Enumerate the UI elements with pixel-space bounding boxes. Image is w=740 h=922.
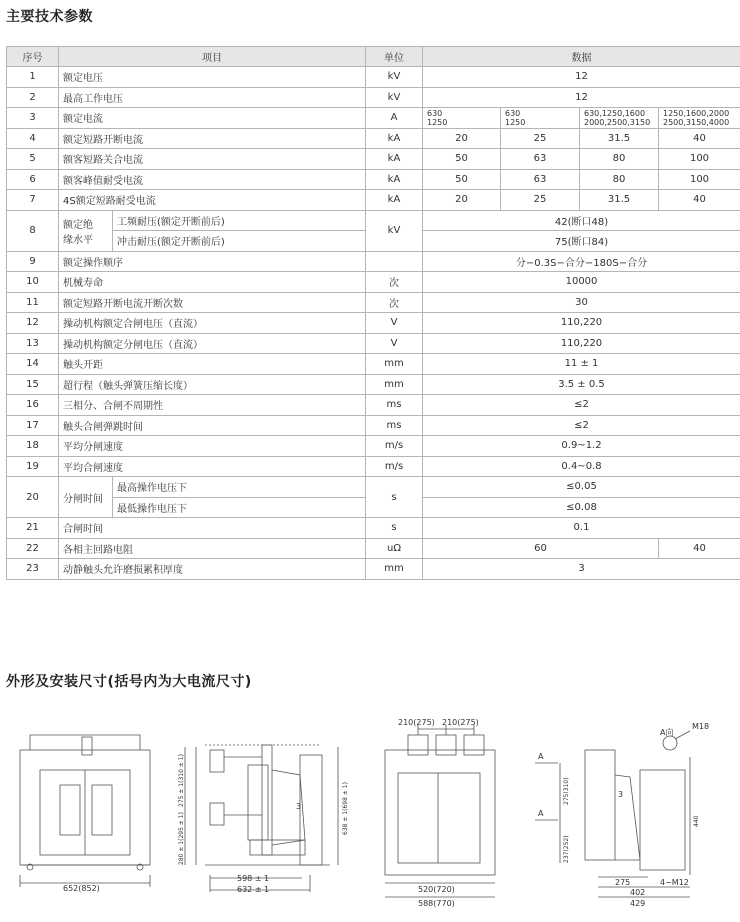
dim-d10: 588(770) (418, 899, 455, 908)
cell-item: 操动机构额定合闸电压（直流） (59, 313, 366, 334)
cell-subitem: 最低操作电压下 (113, 497, 366, 518)
cell-seq: 21 (7, 518, 59, 539)
front-view-drawing (20, 735, 150, 887)
table-row (7, 477, 740, 498)
cell-seq: 17 (7, 415, 59, 436)
cell-value: 60 (423, 538, 659, 559)
cell-item: 平均合闸速度 (59, 456, 366, 477)
dir-a-view: A向 (660, 728, 674, 737)
cell-item: 额客短路关合电流 (59, 149, 366, 170)
cell-seq: 12 (7, 313, 59, 334)
cell-seq: 5 (7, 149, 59, 170)
cell-value: ≤2 (423, 395, 740, 416)
cell-unit: ms (366, 395, 423, 416)
dim-d7: 210(275) (398, 718, 435, 727)
cell-unit: s (366, 518, 423, 539)
table-row (7, 190, 740, 211)
cell-value: ≤0.08 (423, 497, 740, 518)
cell-unit: m/s (366, 456, 423, 477)
cell-value: 40 (659, 190, 740, 211)
cell-item: 额定操作顺序 (59, 251, 366, 272)
cell-value: 75(断口84) (423, 231, 740, 252)
cell-item: 操动机构额定分闸电压（直流） (59, 333, 366, 354)
table-row (7, 128, 740, 149)
cell-seq: 6 (7, 169, 59, 190)
label-3a: 3 (618, 790, 624, 799)
cell-item: 各相主回路电阻 (59, 538, 366, 559)
cell-value: 25 (501, 190, 580, 211)
table-row (7, 313, 740, 334)
header-unit: 单位 (366, 47, 423, 67)
table-row (7, 559, 740, 580)
spec-table (6, 46, 740, 580)
table-row (7, 251, 740, 272)
cell-value: 12 (423, 67, 740, 88)
cell-seq: 20 (7, 477, 59, 518)
dir-a-2: A (538, 809, 544, 818)
cell-item: 额定绝 缘水平 (59, 210, 113, 251)
cell-unit: kA (366, 190, 423, 211)
dir-a-1: A (538, 752, 544, 761)
cell-item: 触头合闸弹跳时间 (59, 415, 366, 436)
cell-seq: 1 (7, 67, 59, 88)
cell-value: 63 (501, 169, 580, 190)
cell-seq: 9 (7, 251, 59, 272)
cell-unit: V (366, 333, 423, 354)
cell-value: 63 (501, 149, 580, 170)
dim-d11: 275(310) (563, 777, 570, 805)
cell-unit: 次 (366, 292, 423, 313)
header-data: 数据 (423, 47, 740, 67)
dim-d3: 632 ± 1 (237, 885, 270, 894)
cell-value: 20 (423, 128, 501, 149)
cell-value: 0.9~1.2 (423, 436, 740, 457)
table-row (7, 169, 740, 190)
cell-seq: 2 (7, 87, 59, 108)
dim-d12: 237(252) (563, 835, 570, 863)
cell-item: 额客峰值耐受电流 (59, 169, 366, 190)
cell-value: 630 1250 (423, 108, 501, 129)
cell-value: 1250,1600,2000 2500,3150,4000 (659, 108, 740, 129)
cell-seq: 3 (7, 108, 59, 129)
table-row (7, 456, 740, 477)
cell-unit: mm (366, 374, 423, 395)
dim-d13: 440 (693, 815, 700, 827)
table-row (7, 272, 740, 293)
cell-item: 触头开距 (59, 354, 366, 375)
cell-seq: 15 (7, 374, 59, 395)
dim-d9: 520(720) (418, 885, 455, 894)
table-row (7, 108, 740, 129)
cell-unit: m/s (366, 436, 423, 457)
cell-value: 20 (423, 190, 501, 211)
label-m18: M18 (692, 722, 710, 731)
front-view-poles-drawing (385, 725, 495, 897)
cell-unit: mm (366, 559, 423, 580)
cell-value: ≤2 (423, 415, 740, 436)
cell-value: 25 (501, 128, 580, 149)
cell-value: 100 (659, 149, 740, 170)
cell-unit: s (366, 477, 423, 518)
cell-value: 3.5 ± 0.5 (423, 374, 740, 395)
cell-seq: 22 (7, 538, 59, 559)
cell-value: 10000 (423, 272, 740, 293)
table-row (7, 415, 740, 436)
cell-item: 额定短路开断电流 (59, 128, 366, 149)
cell-subitem: 冲击耐压(额定开断前后) (113, 231, 366, 252)
cell-seq: 10 (7, 272, 59, 293)
side-view-drawing (185, 745, 338, 892)
dim-d15: 402 (630, 888, 646, 897)
table-row (7, 87, 740, 108)
cell-seq: 13 (7, 333, 59, 354)
cell-value: ≤0.05 (423, 477, 740, 498)
table-body (7, 67, 740, 580)
dim-d1: 652(852) (63, 884, 100, 893)
cell-seq: 11 (7, 292, 59, 313)
header-item: 项目 (59, 47, 366, 67)
cell-seq: 23 (7, 559, 59, 580)
cell-value: 630 1250 (501, 108, 580, 129)
cell-value: 12 (423, 87, 740, 108)
cell-value: 31.5 (580, 190, 659, 211)
dimension-drawings (0, 715, 740, 922)
cell-unit: kA (366, 128, 423, 149)
label-3b: 3 (296, 802, 302, 811)
section-title-specs: 主要技术参数 (6, 9, 93, 25)
cell-item: 额定电流 (59, 108, 366, 129)
cell-value: 0.4~0.8 (423, 456, 740, 477)
cell-value: 30 (423, 292, 740, 313)
table-row (7, 333, 740, 354)
dim-d4: 280 ± 1(295 ± 1) (178, 812, 185, 865)
cell-item: 最高工作电压 (59, 87, 366, 108)
dim-d17: 4−M12 (660, 878, 689, 887)
dim-d14: 275 (615, 878, 631, 887)
table-row (7, 354, 740, 375)
cell-subitem: 工频耐压(额定开断前后) (113, 210, 366, 231)
cell-value: 50 (423, 149, 501, 170)
cell-value: 3 (423, 559, 740, 580)
cell-item: 三相分、合闸不周期性 (59, 395, 366, 416)
cell-item: 额定短路开断电流开断次数 (59, 292, 366, 313)
cell-unit: kA (366, 149, 423, 170)
cell-item: 4S额定短路耐受电流 (59, 190, 366, 211)
cell-seq: 4 (7, 128, 59, 149)
table-row (7, 518, 740, 539)
table-row (7, 374, 740, 395)
dim-d5: 275 ± 1(310 ± 1) (178, 754, 185, 807)
table-row (7, 210, 740, 231)
cell-seq: 18 (7, 436, 59, 457)
cell-value: 40 (659, 128, 740, 149)
cell-value: 630,1250,1600 2000,2500,3150 (580, 108, 659, 129)
table-row (7, 395, 740, 416)
cell-unit (366, 251, 423, 272)
cell-value: 0.1 (423, 518, 740, 539)
table-row (7, 538, 740, 559)
cell-unit: kV (366, 67, 423, 88)
cell-value: 31.5 (580, 128, 659, 149)
dim-d2: 598 ± 1 (237, 874, 270, 883)
cell-unit: uΩ (366, 538, 423, 559)
cell-item: 机械寿命 (59, 272, 366, 293)
cell-seq: 8 (7, 210, 59, 251)
table-row (7, 149, 740, 170)
section-title-dimensions: 外形及安装尺寸(括号内为大电流尺寸) (6, 674, 252, 690)
side-view-a-drawing (535, 731, 690, 897)
dim-d6: 638 ± 1(698 ± 1) (342, 782, 349, 835)
cell-value: 42(断口48) (423, 210, 740, 231)
table-header-row (7, 47, 740, 67)
cell-item: 动静触头允许磨损累积厚度 (59, 559, 366, 580)
cell-value: 100 (659, 169, 740, 190)
cell-seq: 19 (7, 456, 59, 477)
header-seq: 序号 (7, 47, 59, 67)
cell-value: 50 (423, 169, 501, 190)
cell-item: 合闸时间 (59, 518, 366, 539)
cell-subitem: 最高操作电压下 (113, 477, 366, 498)
cell-unit: mm (366, 354, 423, 375)
table-row (7, 436, 740, 457)
cell-value: 11 ± 1 (423, 354, 740, 375)
cell-seq: 7 (7, 190, 59, 211)
cell-unit: ms (366, 415, 423, 436)
cell-value: 分−0.3S−合分−180S−合分 (423, 251, 740, 272)
cell-seq: 14 (7, 354, 59, 375)
cell-unit: kV (366, 210, 423, 251)
table-row (7, 67, 740, 88)
cell-unit: A (366, 108, 423, 129)
cell-item: 超行程（触头弹簧压缩长度） (59, 374, 366, 395)
cell-unit: V (366, 313, 423, 334)
table-row (7, 292, 740, 313)
cell-item: 分闸时间 (59, 477, 113, 518)
cell-unit: kV (366, 87, 423, 108)
cell-value: 40 (659, 538, 740, 559)
cell-value: 110,220 (423, 313, 740, 334)
cell-unit: 次 (366, 272, 423, 293)
cell-value: 80 (580, 169, 659, 190)
dim-d16: 429 (630, 899, 646, 908)
cell-value: 110,220 (423, 333, 740, 354)
cell-item: 平均分闸速度 (59, 436, 366, 457)
cell-unit: kA (366, 169, 423, 190)
dim-d8: 210(275) (442, 718, 479, 727)
cell-item: 额定电压 (59, 67, 366, 88)
cell-value: 80 (580, 149, 659, 170)
cell-seq: 16 (7, 395, 59, 416)
